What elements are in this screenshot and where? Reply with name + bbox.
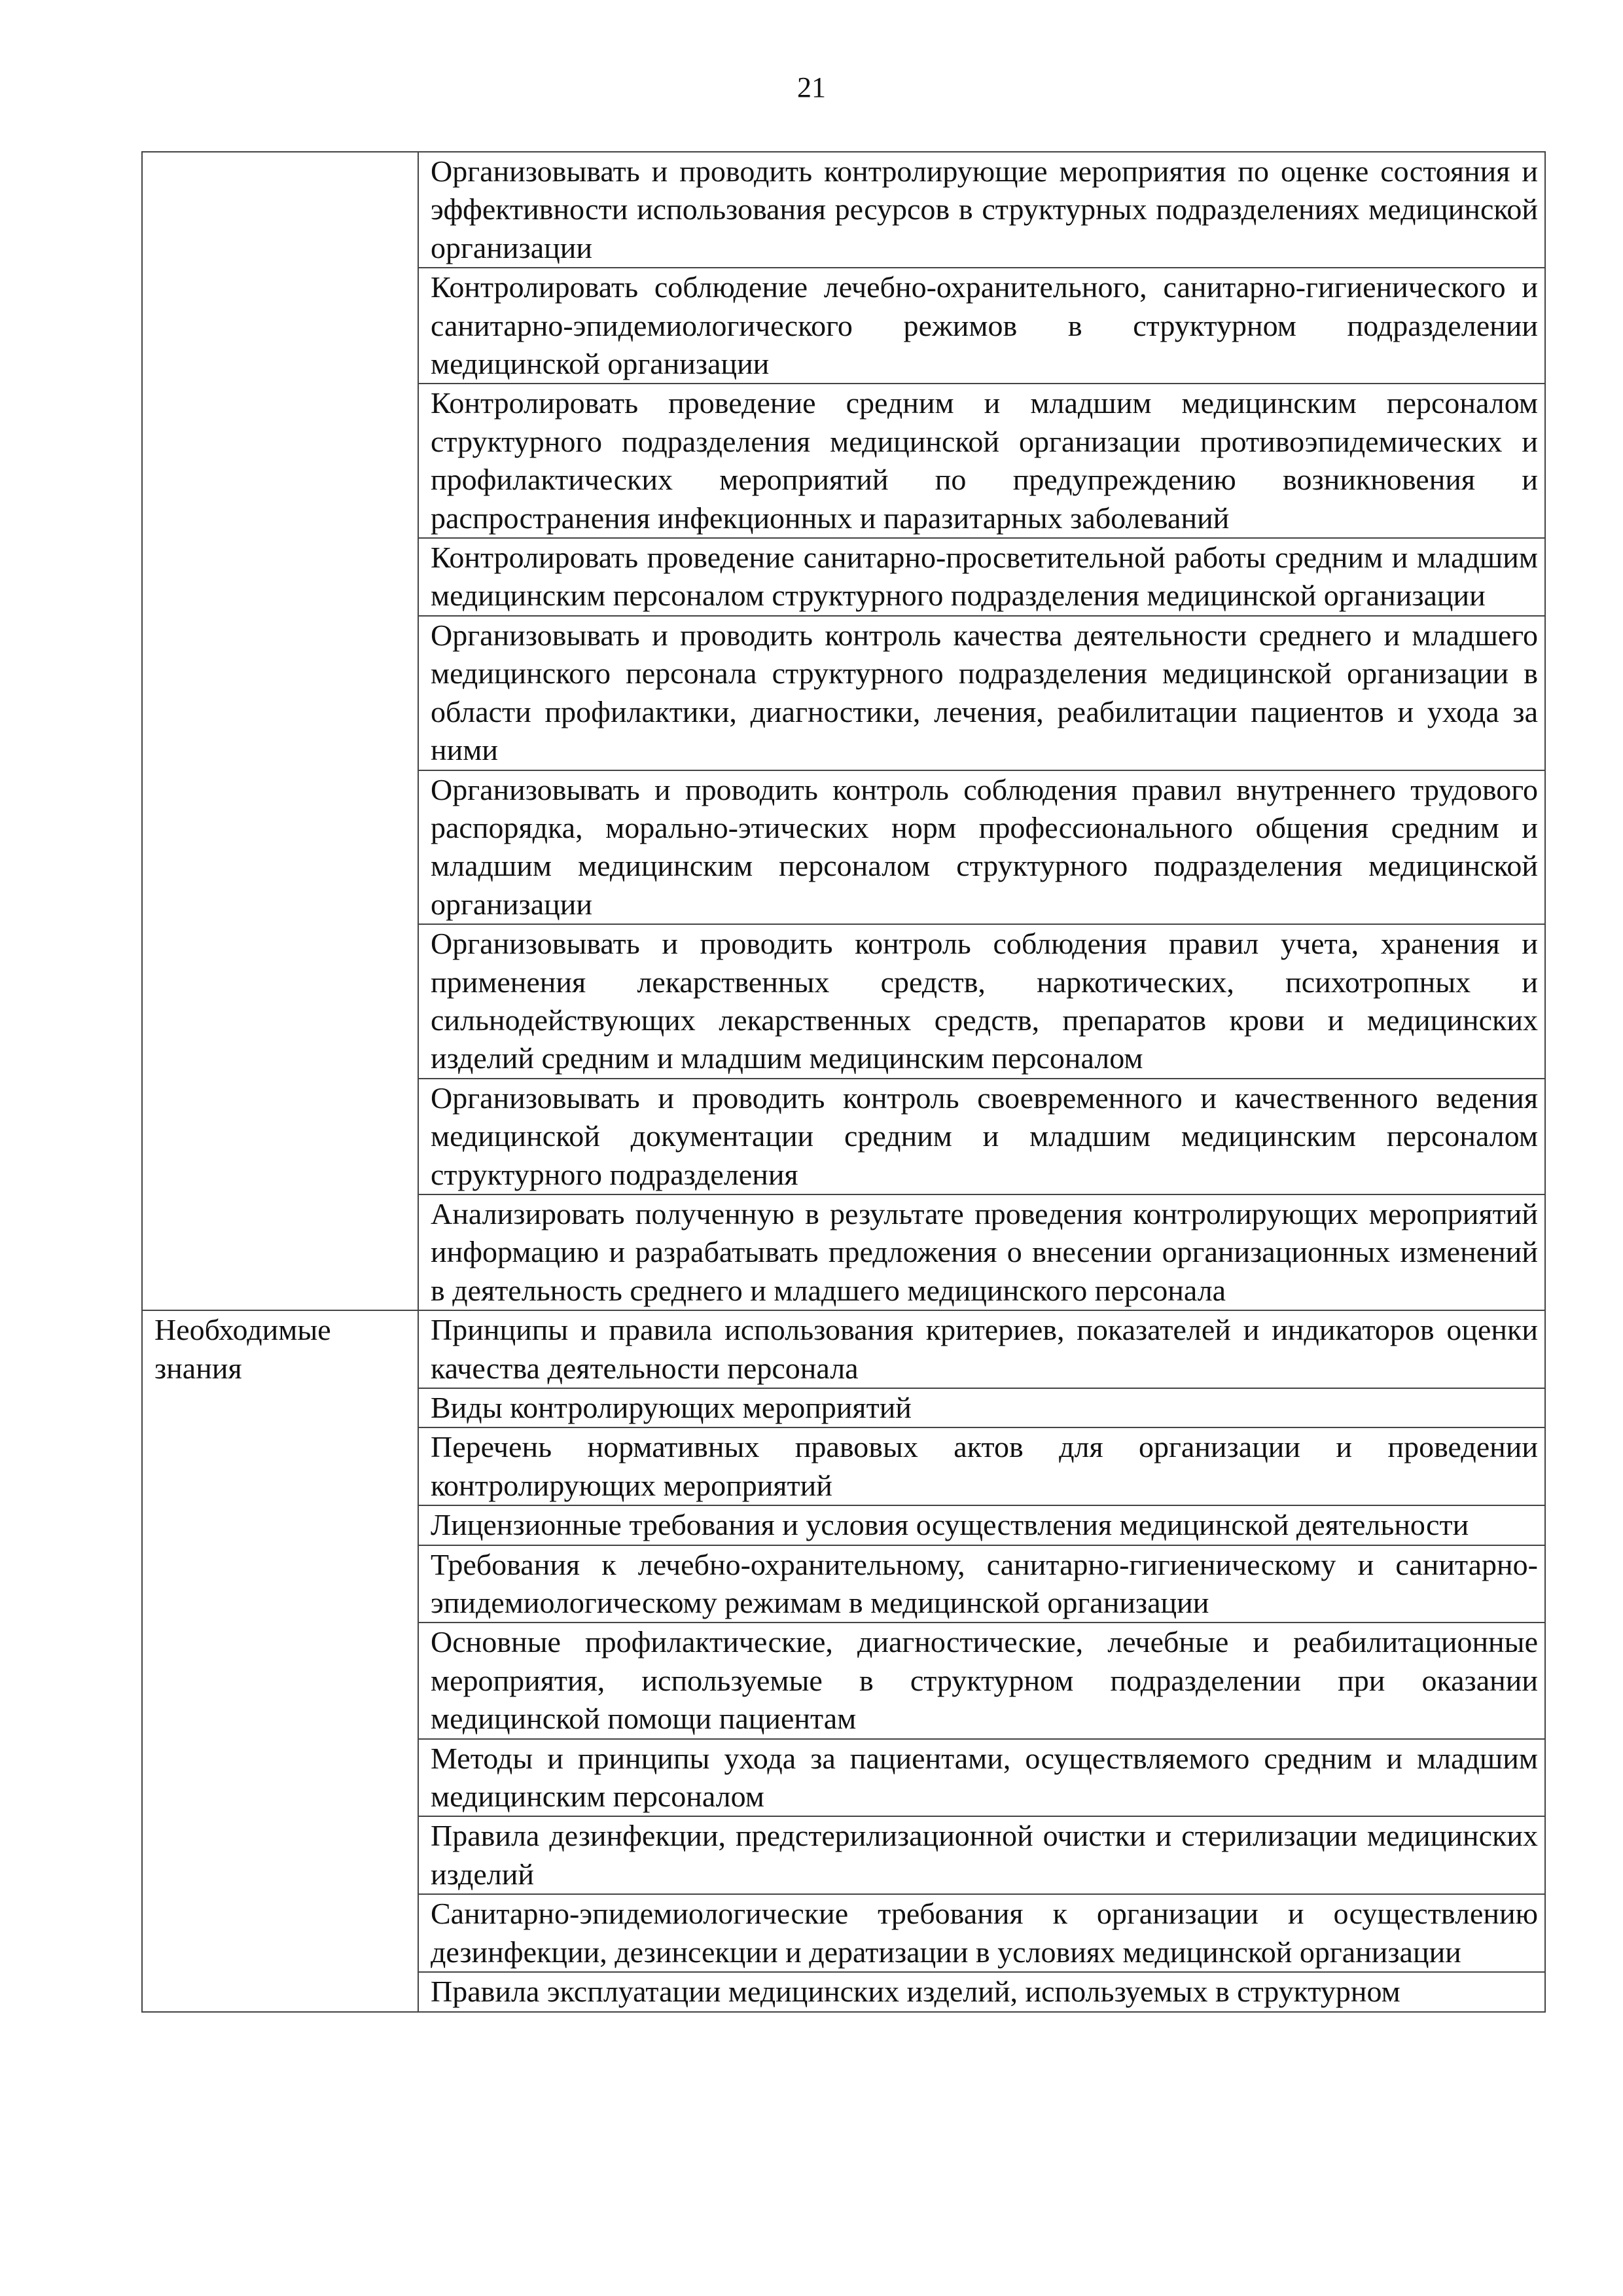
knowledge-item [418,1427,1545,1505]
competency-table [141,151,1546,2013]
requirement-text: Организовывать и проводить контроль соблюдения правил внутреннего трудового распорядка, морально-этических норм профессионального общения средним и младшим медицинским персоналом структурного подразделения медицинской организации [431,772,1538,921]
knowledge-text: Правила эксплуатации медицинских изделий, используемых в структурном [431,1975,1400,2009]
table-row [142,1310,1545,1388]
section-label-cell: Необходимые знания [142,1310,418,2011]
section-label-cell [142,152,418,1310]
knowledge-item [418,1623,1545,1738]
requirement-item [418,1194,1545,1310]
requirement-item [418,770,1545,925]
requirement-text: Организовывать и проводить контроль соблюдения правил учета, хранения и применения лекарственных средств, наркотических, психотропных и сильнодействующих лекарственных средств, препаратов крови и медицинских изделий средним и младшим медицинским персоналом [431,927,1538,1075]
requirement-text: Контролировать проведение средним и младшим медицинским персоналом структурного подразделения медицинской организации противоэпидемических и профилактических мероприятий по предупреждению возникновения и распространения инфекционных и паразитарных заболеваний [431,386,1538,535]
knowledge-text: Требования к лечебно-охранительному, санитарно-гигиеническому и санитарно-эпидемиологическому режимам в медицинской организации [431,1547,1538,1620]
knowledge-text: Правила дезинфекции, предстерилизационной очистки и стерилизации медицинских изделий [431,1819,1538,1891]
requirement-text: Организовывать и проводить контролирующие мероприятия по оценке состояния и эффективности использования ресурсов в структурных подразделениях медицинской организации [431,154,1538,264]
knowledge-item [418,1505,1545,1545]
requirement-text: Организовывать и проводить контроль качества деятельности среднего и младшего медицинского персонала структурного подразделения медицинской организации в области профилактики, диагностики, лечения, реабилитации пациентов и ухода за ними [431,618,1538,767]
requirement-item [418,268,1545,384]
knowledge-item [418,1816,1545,1894]
requirement-text: Контролировать соблюдение лечебно-охранительного, санитарно-гигиенического и санитарно-эпидемиологического режимов в структурном подразделении медицинской организации [431,270,1538,381]
knowledge-item [418,1894,1545,1972]
knowledge-text: Виды контролирующих мероприятий [431,1391,912,1424]
knowledge-text: Принципы и правила использования критериев, показателей и индикаторов оценки качества деятельности персонала [431,1313,1538,1385]
knowledge-item [418,1545,1545,1623]
knowledge-item [418,1739,1545,1817]
requirement-text: Организовывать и проводить контроль своевременного и качественного ведения медицинской документации средним и младшим медицинским персоналом структурного подразделения [431,1081,1538,1191]
knowledge-text: Методы и принципы ухода за пациентами, осуществляемого средним и младшим медицинским персоналом [431,1741,1538,1814]
requirement-item [418,152,1545,268]
knowledge-text: Санитарно-эпидемиологические требования к организации и осуществлению дезинфекции, дезинсекции и дератизации в условиях медицинской организации [431,1897,1538,1969]
knowledge-item [418,1388,1545,1427]
knowledge-item [418,1972,1545,2011]
table-row [142,152,1545,268]
requirement-text: Анализировать полученную в результате проведения контролирующих мероприятий информацию и разрабатывать предложения о внесении организационных изменений в деятельность среднего и младшего медицинского персонала [431,1196,1538,1307]
requirement-item [418,924,1545,1079]
requirement-item [418,538,1545,616]
knowledge-text: Лицензионные требования и условия осуществления медицинской деятельности [431,1508,1469,1542]
requirement-text: Контролировать проведение санитарно-просветительной работы средним и младшим медицинским персоналом структурного подразделения медицинской организации [431,541,1538,613]
page-number: 21 [797,71,826,103]
knowledge-text: Перечень нормативных правовых актов для организации и проведении контролирующих мероприятий [431,1430,1538,1502]
knowledge-item [418,1310,1545,1388]
requirement-item [418,616,1545,770]
requirement-item [418,1079,1545,1194]
knowledge-text: Основные профилактические, диагностические, лечебные и реабилитационные мероприятия, используемые в структурном подразделении при оказании медицинской помощи пациентам [431,1625,1538,1736]
requirement-item [418,384,1545,538]
table-body [142,152,1545,2012]
